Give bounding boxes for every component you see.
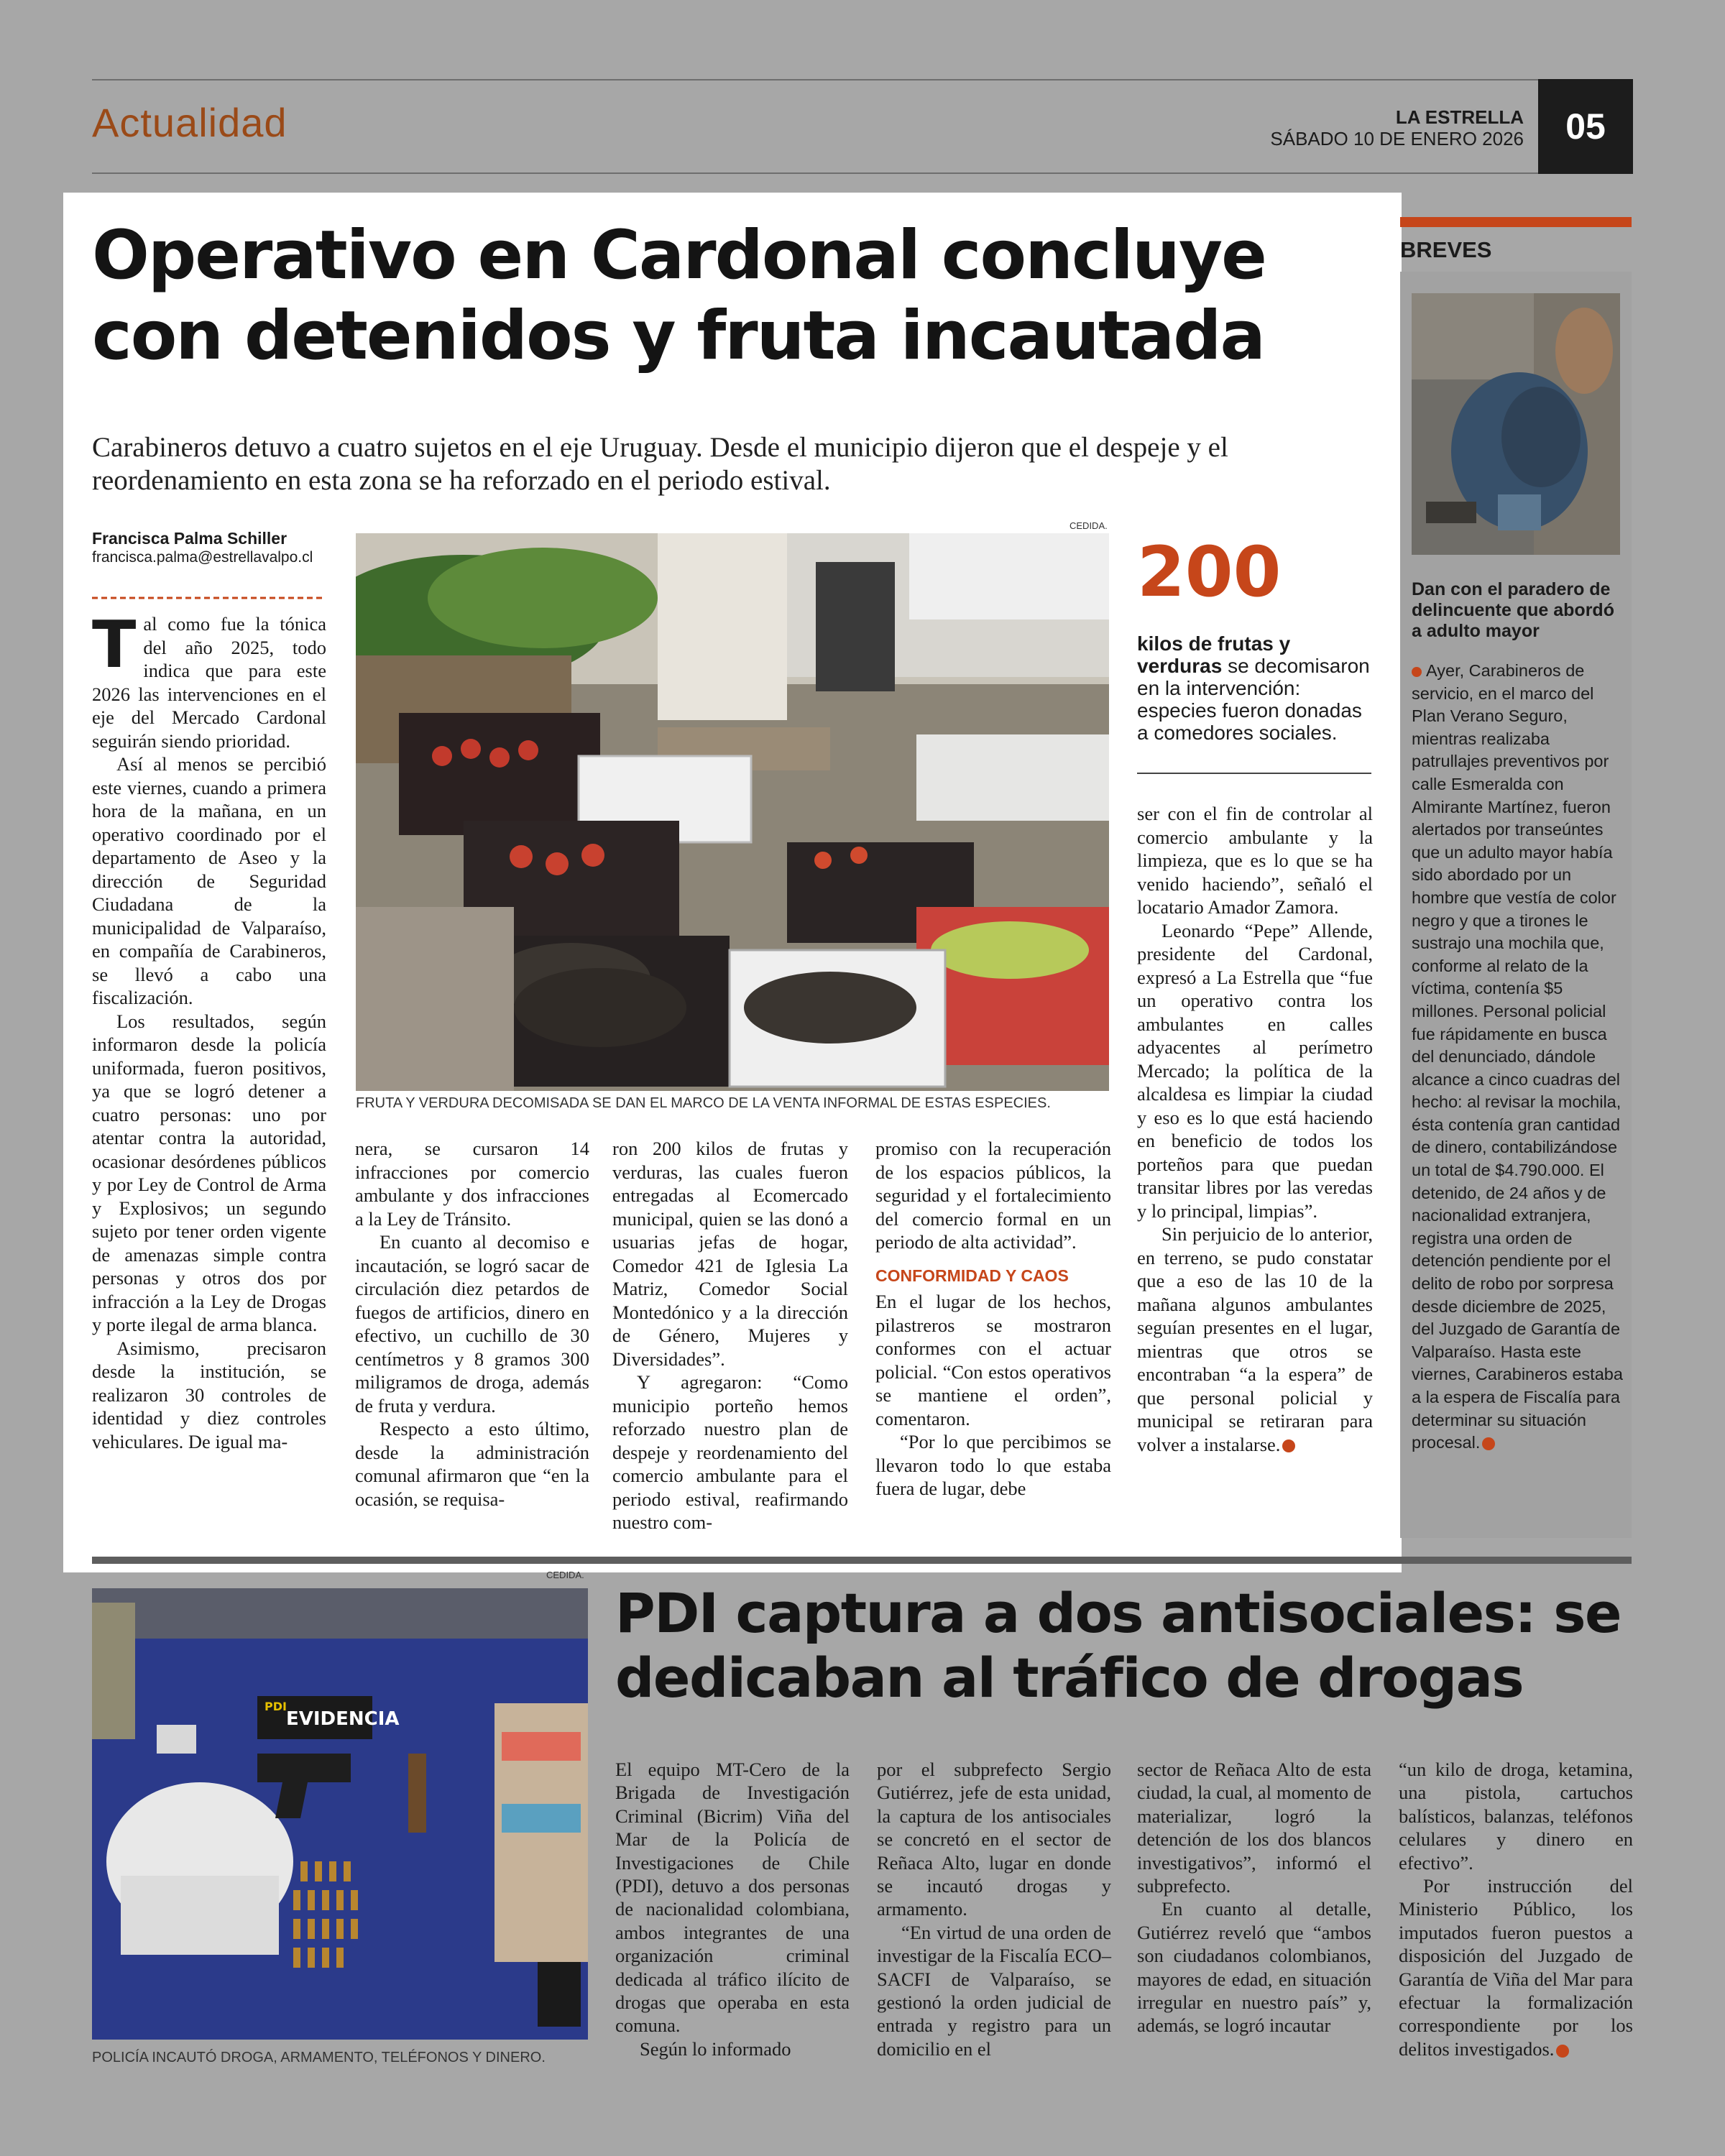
stat-rule [1137, 773, 1371, 774]
photo-credit: CEDIDA. [1070, 520, 1108, 531]
paragraph: Los resultados, según informaron desde la policía uniformada, fueron positivos, ya que se logró detener a cuatro personas: uno por atentar contra la autoridad, ocasionar desórdenes públicos y por Ley de Control de Arma y Explosivos; un segundo sujeto por tener orden vigente de amenazas simple contra personas y otros dos por infracción a la Ley de Drogas y porte ilegal de arma blanca. [92, 1010, 326, 1335]
main-headline [92, 216, 1386, 377]
stat-text [1137, 632, 1374, 744]
paragraph: por el subprefecto Sergio Gutiérrez, jefe de esta unidad, la captura de los antisociales se concretó en el sector de Reñaca Alto, lugar en donde se incautó drogas y armamento. [877, 1759, 1111, 1920]
market-produce-photo [356, 533, 1109, 1091]
main-col-2 [355, 1137, 589, 1511]
subheading: CONFORMIDAD Y CAOS [875, 1266, 1069, 1285]
main-headline-line2: con detenidos y fruta incautada [92, 297, 1264, 375]
paragraph: Asimismo, precisaron desde la institución, se realizaron 30 controles de identidad y diez controles vehiculares. De igual ma- [92, 1337, 326, 1452]
main-deck: Carabineros detuvo a cuatro sujetos en el eje Uruguay. Desde el municipio dijeron que el despeje y el reordenamiento en esta zona se ha reforzado en el periodo estival. [92, 432, 1228, 496]
photo-caption: FRUTA Y VERDURA DECOMISADA SE DAN EL MARCO DE LA VENTA INFORMAL DE ESTAS ESPECIES. [356, 1095, 1051, 1111]
paragraph: Por instrucción del Ministerio Público, los imputados fueron puestos a disposición del Juzgado de Garantía de Viña del Mar para efectuar la formalización correspondiente por los delitos investigados. [1399, 1875, 1633, 2060]
second-col-1 [615, 1758, 850, 2060]
seized-evidence-photo [92, 1588, 588, 2040]
main-col-4 [875, 1137, 1111, 1501]
paragraph: En el lugar de los hechos, pilastreros se mostraron conformes con el actuar policial. “Con estos operativos se mantiene el orden”, comentaron. [875, 1291, 1111, 1429]
paragraph: ron 200 kilos de frutas y verduras, las cuales fueron entregadas al Ecomercado municipal, quien se las donó a usuarias jefas de hogar, Comedor 421 de Iglesia La Matriz, Comedor Social Montedónico y a la dirección de Género, Mujeres y Diversidades”. [612, 1138, 848, 1370]
stat-rest: se decomisaron en la intervención: especies fueron donadas a comedores sociales. [1137, 655, 1370, 744]
stat-bold: kilos de frutas y verduras [1137, 632, 1291, 677]
paragraph: Así al menos se percibió este viernes, cuando a primera hora de la mañana, en un operativo coordinado por el departamento de Aseo y la dirección de Seguridad Ciudadana de la municipalidad de Valparaíso, en compañía de Carabineros, se llevó a cabo una fiscalización. [92, 753, 326, 1008]
paragraph: En cuanto al decomiso e incautación, se logró sacar de circulación diez petardos de fuegos de artificios, dinero en efectivo, un cuchillo de 30 centímetros y 8 gramos 300 miligramos de droga, además de fruta y verdura. [355, 1231, 589, 1416]
end-mark-icon [1556, 2045, 1569, 2058]
bullet-icon [1412, 667, 1422, 677]
newspaper-name: LA ESTRELLA [1395, 106, 1524, 128]
paragraph: nera, se cursaron 14 infracciones por comercio ambulante y dos infracciones a la Ley de Tránsito. [355, 1138, 589, 1230]
photo-credit: CEDIDA. [546, 1570, 584, 1580]
main-col-1 [92, 607, 326, 1453]
section-label: Actualidad [92, 100, 288, 145]
paragraph: Según lo informado [640, 2037, 791, 2060]
second-col-2 [877, 1758, 1111, 2060]
paragraph: El equipo MT-Cero de la Brigada de Investigación Criminal (Bicrim) Viña del Mar de la Policía de Investigaciones de Chile (PDI), detuvo a dos personas de nacionalidad colombiana, ambos integrantes de una organización criminal dedicada al tráfico ilícito de drogas que operaba en esta comuna. [615, 1759, 850, 2037]
paragraph: Tal como fue la tónica del año 2025, todo indica que para este 2026 las intervenciones en el eje del Mercado Cardonal seguirán siendo prioridad. [92, 607, 326, 752]
paragraph: Respecto a esto último, desde la administración comunal afirmaron que “en la ocasión, se requisa- [355, 1418, 589, 1510]
header-bottom-rule [92, 172, 1538, 174]
paragraph: En cuanto al detalle, Gutiérrez reveló que “ambos son ciudadanos colombianos, mayores de edad, en situación irregular en nuestro país” y, además, se logró incautar [1137, 1898, 1371, 2037]
page-number: 05 [1538, 79, 1633, 174]
issue-date: SÁBADO 10 DE ENERO 2026 [1270, 128, 1524, 149]
second-col-3 [1137, 1758, 1371, 2037]
stat-value: 200 [1137, 532, 1282, 612]
drop-cap: T [92, 607, 137, 683]
paragraph: “un kilo de droga, ketamina, una pistola, cartuchos balísticos, balanzas, teléfonos celulares y dinero en efectivo”. [1399, 1759, 1633, 1874]
paragraph: Sin perjuicio de lo anterior, en terreno, se pudo constatar que a eso de las 10 de la mañana algunos ambulantes seguían presentes en el lugar, mientras que otros se encontraban “a la espera” de que personal policial y municipal se retiraran para volver a instalarse. [1137, 1223, 1373, 1455]
photo-caption: POLICÍA INCAUTÓ DROGA, ARMAMENTO, TELÉFONOS Y DINERO. [92, 2050, 546, 2065]
breves-photo [1412, 293, 1620, 555]
paragraph: Leonardo “Pepe” Allende, presidente del Cardonal, expresó a La Estrella que “fue un operativo contra los ambulantes en calles adyacentes al perímetro Mercado; la política de la alcaldesa es limpiar la ciudad y eso es lo que está haciendo en beneficio de todos los porteños para que puedan transitar libres por las veredas y lo principal, limpias”. [1137, 919, 1373, 1222]
top-rule [92, 79, 1538, 80]
paragraph: “En virtud de una orden de investigar de la Fiscalía ECO–SACFI de Valparaíso, se gestionó la orden judicial de entrada y registro para un domicilio en el [877, 1921, 1111, 2060]
pdi-badge-label: PDI [264, 1700, 287, 1713]
evidence-label: EVIDENCIA [286, 1708, 400, 1730]
breves-title: Dan con el paradero de delincuente que abordó a adulto mayor [1412, 579, 1614, 641]
paragraph: Y agregaron: “Como municipio porteño hemos reforzado nuestro plan de despeje y reordenamiento del comercio ambulante para el periodo estival, reafirmando nuestro com- [612, 1371, 848, 1533]
breves-label: BREVES [1400, 237, 1492, 262]
main-col-5 [1137, 802, 1373, 1456]
author-name: Francisca Palma Schiller [92, 529, 288, 548]
breves-body: Ayer, Carabineros de servicio, en el marco del Plan Verano Seguro, mientras realizaba patrullajes preventivos por calle Esmeralda con Almirante Martínez, fueron alertados por transeúntes que un adulto mayor había sido abordado por un hombre que vestía de color negro y que a tirones le sustrajo una mochila que, conforme al relato de la víctima, contenía $5 millones. Personal policial fue rápidamente en busca del denunciado, dándole alcance a cinco cuadras del hecho: al revisar la mochila, ésta contenía gran cantidad de dinero, contabilizándose un total de $4.790.000. El detenido, de 24 años y de nacionalidad extranjera, registra una orden de detención pendiente por el delito de robo por sorpresa desde diciembre de 2025, del Juzgado de Garantía de Valparaíso. Hasta este viernes, Carabineros estaba a la espera de Fiscalía para determinar su situación procesal. [1412, 661, 1623, 1452]
paragraph: ser con el fin de controlar al comercio ambulante y la limpieza, que es lo que se ha venido haciendo”, señaló el locatario Amador Zamora. [1137, 803, 1373, 918]
byline-separator [92, 596, 326, 599]
main-headline-line1: Operativo en Cardonal concluye [92, 216, 1266, 295]
second-col-4 [1399, 1758, 1633, 2060]
section-divider [92, 1557, 1632, 1564]
paragraph: “Por lo que percibimos se llevaron todo lo que estaba fuera de lugar, debe [875, 1431, 1111, 1499]
paragraph: sector de Reñaca Alto de esta ciudad, la cual, al momento de materializar, logró la detención de los dos blancos investigativos”, informó el subprefecto. [1137, 1759, 1371, 1897]
end-mark-icon [1482, 1437, 1495, 1450]
breves-accent-bar [1400, 217, 1632, 227]
second-headline: PDI captura a dos antisociales: se dedicaban al tráfico de drogas [615, 1581, 1622, 1710]
author-email: francisca.palma@estrellavalpo.cl [92, 549, 313, 566]
end-mark-icon [1282, 1439, 1295, 1452]
paragraph: promiso con la recuperación de los espacios públicos, la seguridad y el fortalecimiento del comercio formal en un periodo de alta actividad”. [875, 1138, 1111, 1253]
main-col-3 [612, 1137, 848, 1534]
